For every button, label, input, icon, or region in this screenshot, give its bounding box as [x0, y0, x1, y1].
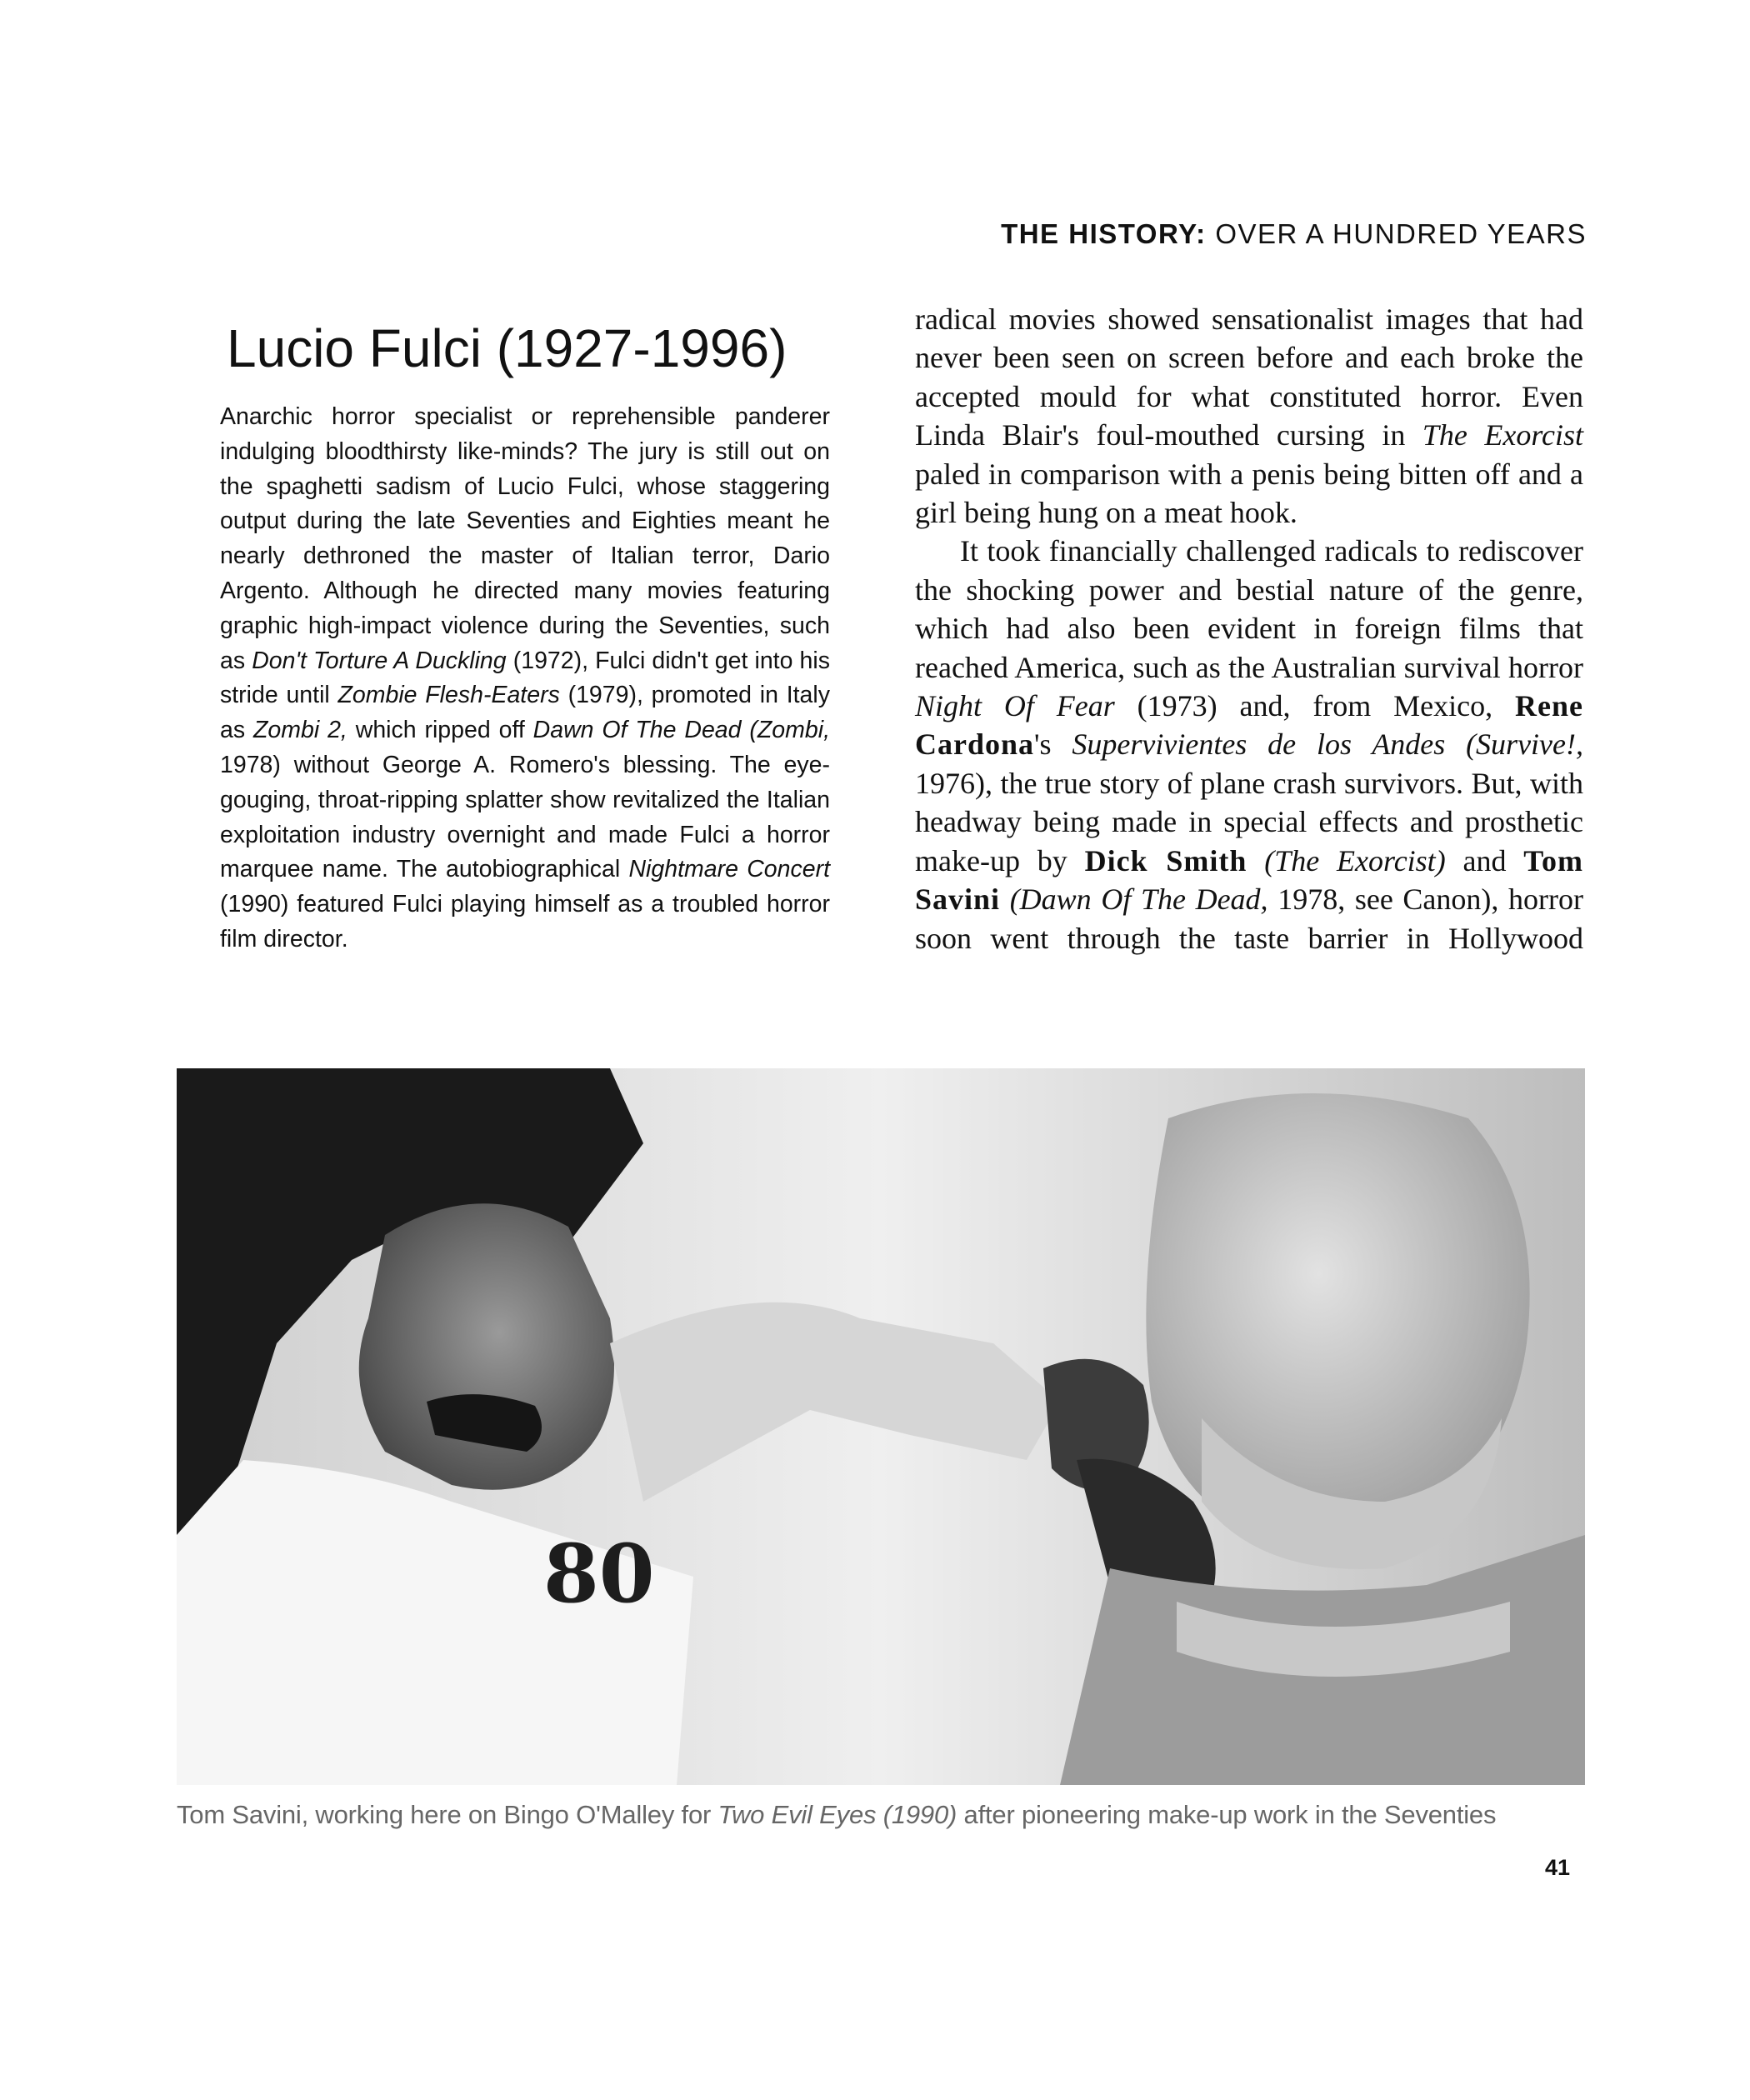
body-text: It took financially challenged radicals to rediscover the shocking power and bestial nature of the genre, which had also been evident in foreign films that reached America, such as the Australian survival horror: [915, 534, 1583, 684]
person-name: Dick Smith: [1084, 843, 1248, 878]
main-paragraph-1: [915, 300, 1583, 532]
sidebar-text: (1990) featured Fulci playing himself as a troubled horror film director.: [220, 891, 830, 952]
sidebar-title: Lucio Fulci (1927-1996): [227, 318, 788, 378]
film-title: Dawn Of The Dead (Zombi,: [532, 717, 830, 744]
body-text: 1978, see Canon), horror soon went through the taste barrier in Hollywood: [915, 882, 1583, 955]
film-title: Supervivientes de los Andes (Survive!,: [1072, 728, 1583, 762]
left-figure-face: [359, 1203, 614, 1489]
caption-text: after pioneering make-up work in the Seventies: [957, 1800, 1497, 1829]
film-title: (The Exorcist): [1264, 843, 1446, 878]
film-title: Night Of Fear: [915, 689, 1115, 723]
body-text: [1247, 844, 1264, 878]
film-title: Zombi 2,: [253, 717, 348, 744]
shirt-logo: 80: [543, 1527, 655, 1621]
main-paragraph-2: [915, 532, 1583, 957]
running-head: [1001, 218, 1587, 250]
film-title: (Dawn Of The Dead,: [1009, 882, 1268, 917]
body-text: radical movies showed sensationalist images that had never been seen on screen before and each broke the accepted mould for what constituted horror. Even Linda Blair's foul-mouthed cursing in: [915, 302, 1583, 452]
sidebar-text: (1979), promoted in Italy as: [220, 682, 830, 744]
photo-illustration: [177, 1068, 1585, 1785]
film-title: Zombie Flesh-Eaters: [338, 682, 560, 709]
film-title: Don't Torture A Duckling: [252, 647, 507, 674]
film-title: Nightmare Concert: [628, 856, 830, 883]
body-text: [1000, 882, 1010, 916]
sidebar-text: 1978) without George A. Romero's blessing. The eye-gouging, throat-ripping splatter show revitalized the Italian exploitation industry overnight and made Fulci a horror marquee name. The autobiographical: [220, 751, 830, 883]
caption-film-title: Two Evil Eyes (1990): [718, 1800, 958, 1829]
photograph: [177, 1068, 1585, 1785]
film-title: The Exorcist: [1422, 418, 1584, 452]
body-text: 's: [1034, 728, 1072, 762]
caption-text: Tom Savini, working here on Bingo O'Malley for: [177, 1800, 718, 1829]
person-name: Rene Cardona: [915, 689, 1584, 762]
page-number: 41: [1544, 1855, 1570, 1880]
body-text: (1973) and, from Mexico,: [1114, 689, 1516, 723]
main-column: [915, 300, 1583, 958]
body-text: paled in comparison with a penis being bitten off and a girl being hung on a meat hook.: [915, 457, 1583, 530]
sidebar-text: (1972), Fulci didn't get into his stride until: [220, 647, 830, 709]
body-text: 1976), the true story of plane crash survivors. But, with headway being made in special effects and prosthetic make-up by: [915, 766, 1583, 878]
running-head-section: THE HISTORY:: [1001, 218, 1207, 249]
photo-caption: [177, 1800, 1585, 1830]
running-head-subtitle: OVER A HUNDRED YEARS: [1215, 218, 1587, 249]
person-name: Tom Savini: [915, 843, 1583, 917]
body-text: and: [1445, 843, 1524, 878]
sidebar-text: Anarchic horror specialist or reprehensible panderer indulging bloodthirsty like-minds? The jury is still out on the spaghetti sadism of Lucio Fulci, whose staggering output during the late Seventies and Eighties meant he nearly dethroned the master of Italian terror, Dario Argento. Although he directed many movies featuring graphic high-impact violence during the Seventies, such as: [220, 403, 830, 674]
sidebar-body: [220, 400, 830, 958]
sidebar-text: which ripped off: [347, 717, 533, 744]
